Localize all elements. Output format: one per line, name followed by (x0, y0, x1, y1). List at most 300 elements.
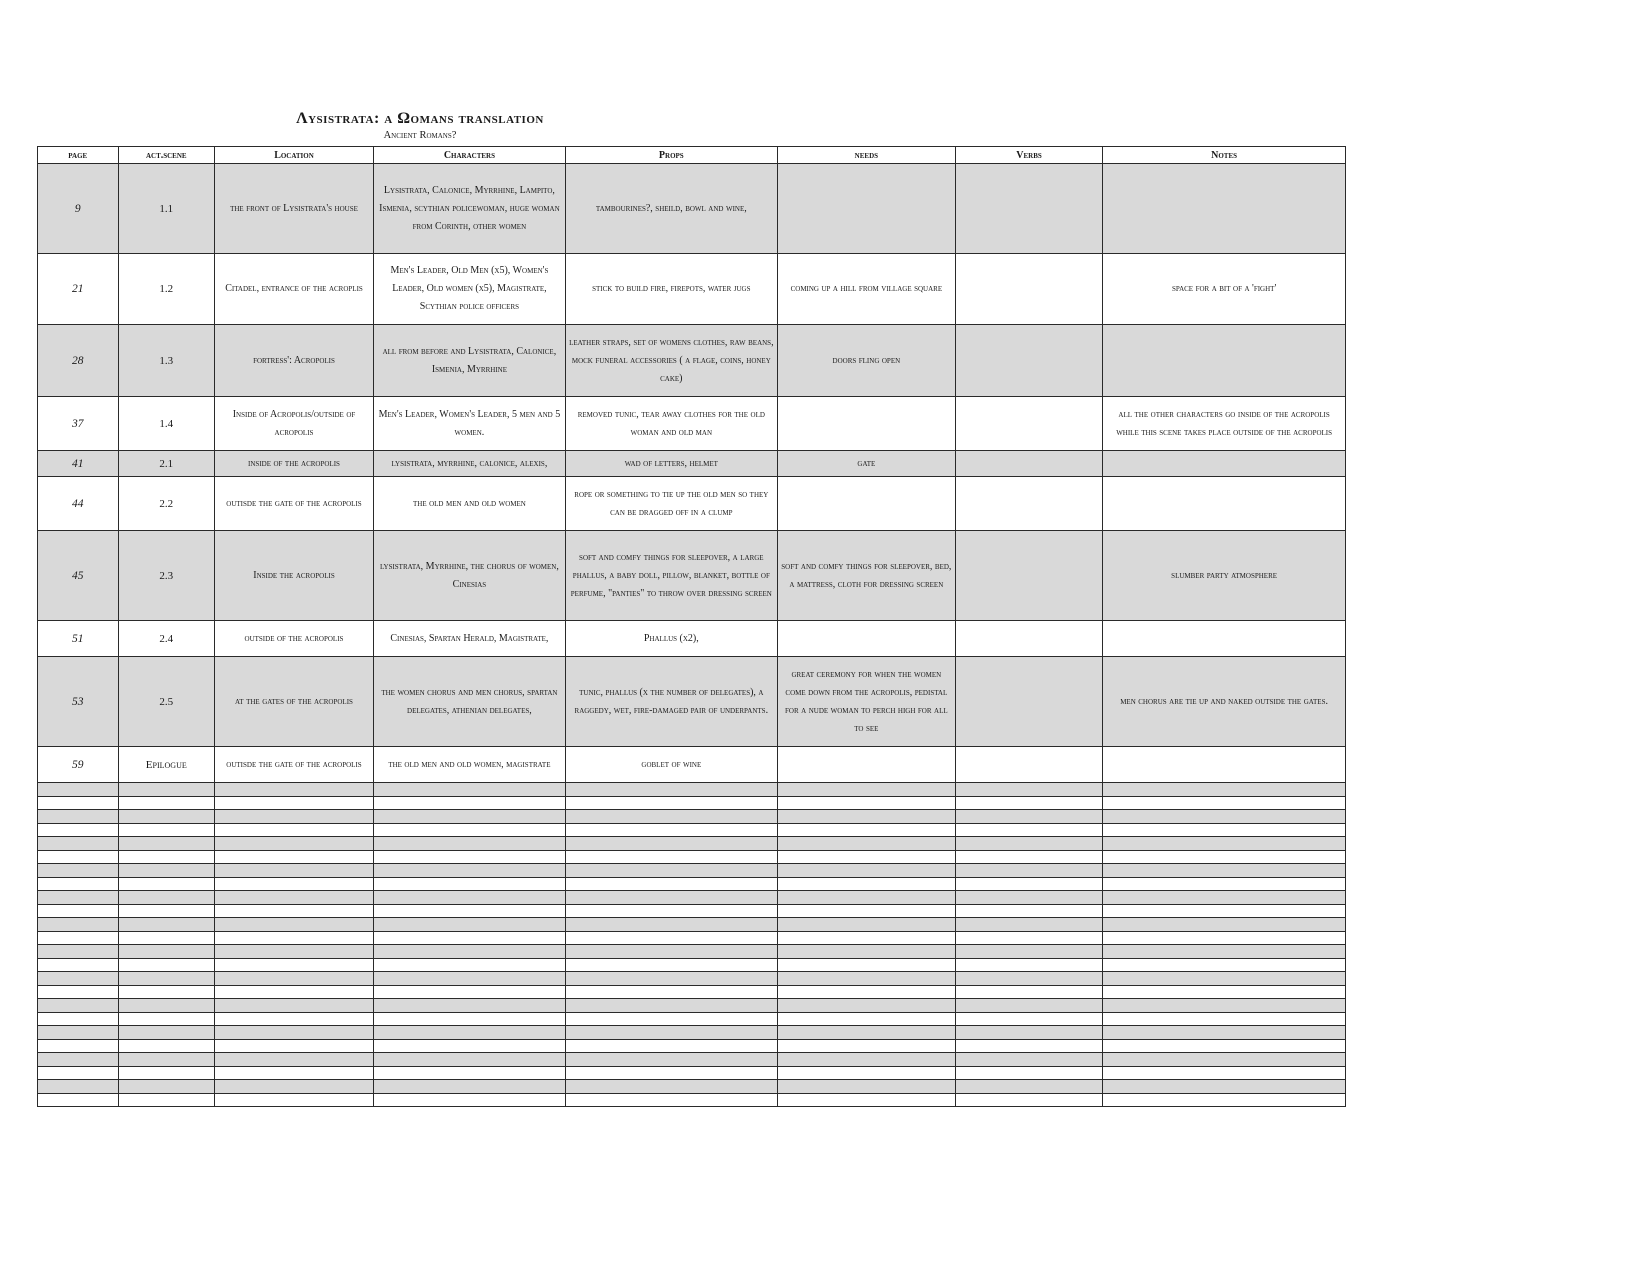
table-row (38, 164, 1346, 254)
table-body (38, 164, 1346, 1107)
cell-verbs (955, 397, 1102, 451)
empty-cell (1103, 931, 1346, 945)
cell-needs (777, 747, 955, 783)
empty-table-row (38, 945, 1346, 959)
cell-props: leather straps, set of womens clothes, raw beans, mock funeral accessories ( a flage, coins, honey cake) (565, 325, 777, 397)
cell-needs (777, 477, 955, 531)
empty-cell (1103, 999, 1346, 1013)
empty-cell (373, 904, 565, 918)
cell-characters: the old men and old women (373, 477, 565, 531)
empty-cell (565, 877, 777, 891)
empty-cell (565, 1093, 777, 1107)
empty-cell (118, 1066, 214, 1080)
empty-cell (215, 918, 374, 932)
cell-notes (1103, 325, 1346, 397)
empty-cell (565, 810, 777, 824)
cell-location: fortress': Acropolis (215, 325, 374, 397)
cell-notes: men chorus are tie up and naked outside the gates. (1103, 657, 1346, 747)
empty-cell (215, 850, 374, 864)
cell-needs: gate (777, 451, 955, 477)
cell-props: goblet of wine (565, 747, 777, 783)
empty-cell (777, 1026, 955, 1040)
empty-cell (1103, 972, 1346, 986)
empty-cell (955, 1080, 1102, 1094)
empty-cell (1103, 877, 1346, 891)
empty-cell (955, 783, 1102, 797)
empty-cell (565, 1026, 777, 1040)
cell-characters: the old men and old women, magistrate (373, 747, 565, 783)
empty-cell (38, 1026, 119, 1040)
column-header-needs: needs (777, 147, 955, 164)
cell-verbs (955, 621, 1102, 657)
empty-cell (777, 1012, 955, 1026)
empty-table-row (38, 823, 1346, 837)
empty-cell (215, 1012, 374, 1026)
column-header-verbs: Verbs (955, 147, 1102, 164)
empty-cell (373, 958, 565, 972)
empty-cell (565, 1080, 777, 1094)
empty-cell (215, 891, 374, 905)
empty-cell (955, 1012, 1102, 1026)
cell-page: 53 (38, 657, 119, 747)
column-header-page: page (38, 147, 119, 164)
empty-cell (118, 796, 214, 810)
cell-page: 59 (38, 747, 119, 783)
cell-needs (777, 164, 955, 254)
cell-characters: Men's Leader, Old Men (x5), Women's Leader, Old women (x5), Magistrate, Scythian police officers (373, 254, 565, 325)
empty-cell (565, 1066, 777, 1080)
empty-cell (777, 810, 955, 824)
empty-table-row (38, 999, 1346, 1013)
empty-cell (118, 1012, 214, 1026)
empty-table-row (38, 918, 1346, 932)
empty-cell (373, 999, 565, 1013)
empty-cell (1103, 1053, 1346, 1067)
cell-page: 41 (38, 451, 119, 477)
cell-verbs (955, 477, 1102, 531)
empty-cell (118, 1053, 214, 1067)
empty-cell (38, 837, 119, 851)
empty-cell (118, 1026, 214, 1040)
cell-characters: Lysistrata, Calonice, Myrrhine, Lampito, Ismenia, scythian policewoman, huge woman from Corinth, other women (373, 164, 565, 254)
empty-cell (118, 1093, 214, 1107)
cell-act-scene: 2.1 (118, 451, 214, 477)
empty-cell (1103, 1039, 1346, 1053)
empty-cell (373, 1012, 565, 1026)
cell-act-scene: 1.1 (118, 164, 214, 254)
empty-cell (565, 796, 777, 810)
table-row (38, 657, 1346, 747)
empty-cell (777, 931, 955, 945)
empty-table-row (38, 1039, 1346, 1053)
empty-cell (565, 1053, 777, 1067)
cell-page: 51 (38, 621, 119, 657)
column-header-notes: Notes (1103, 147, 1346, 164)
empty-cell (215, 796, 374, 810)
table-row (38, 477, 1346, 531)
table-row (38, 397, 1346, 451)
empty-cell (118, 891, 214, 905)
empty-cell (373, 850, 565, 864)
empty-cell (215, 1080, 374, 1094)
empty-cell (1103, 1066, 1346, 1080)
empty-cell (373, 783, 565, 797)
empty-cell (1103, 918, 1346, 932)
empty-cell (373, 796, 565, 810)
empty-cell (1103, 783, 1346, 797)
column-header-characters: Characters (373, 147, 565, 164)
empty-cell (118, 1039, 214, 1053)
empty-cell (215, 904, 374, 918)
empty-cell (373, 1053, 565, 1067)
cell-page: 28 (38, 325, 119, 397)
cell-notes (1103, 747, 1346, 783)
empty-cell (373, 864, 565, 878)
empty-cell (955, 850, 1102, 864)
scene-breakdown-table (37, 146, 1346, 1107)
empty-table-row (38, 972, 1346, 986)
empty-cell (38, 850, 119, 864)
empty-cell (955, 1053, 1102, 1067)
empty-table-row (38, 985, 1346, 999)
empty-cell (565, 837, 777, 851)
empty-cell (777, 796, 955, 810)
empty-cell (1103, 823, 1346, 837)
empty-cell (777, 1053, 955, 1067)
cell-notes (1103, 451, 1346, 477)
empty-cell (38, 931, 119, 945)
empty-cell (38, 999, 119, 1013)
cell-act-scene: 2.5 (118, 657, 214, 747)
cell-act-scene: 2.3 (118, 531, 214, 621)
empty-cell (565, 958, 777, 972)
empty-table-row (38, 958, 1346, 972)
empty-cell (565, 1012, 777, 1026)
cell-characters: lysistrata, Myrrhine, the chorus of women, Cinesias (373, 531, 565, 621)
empty-cell (955, 1039, 1102, 1053)
empty-table-row (38, 783, 1346, 797)
empty-cell (955, 999, 1102, 1013)
empty-cell (118, 837, 214, 851)
cell-act-scene: 1.4 (118, 397, 214, 451)
cell-verbs (955, 451, 1102, 477)
empty-cell (118, 783, 214, 797)
empty-table-row (38, 864, 1346, 878)
empty-cell (38, 877, 119, 891)
cell-location: the front of Lysistrata's house (215, 164, 374, 254)
empty-cell (955, 972, 1102, 986)
cell-location: inside of the acropolis (215, 451, 374, 477)
empty-cell (38, 945, 119, 959)
empty-cell (777, 904, 955, 918)
empty-cell (118, 958, 214, 972)
empty-cell (118, 918, 214, 932)
cell-notes (1103, 164, 1346, 254)
empty-cell (955, 945, 1102, 959)
empty-cell (955, 891, 1102, 905)
table-row (38, 531, 1346, 621)
cell-props: Phallus (x2), (565, 621, 777, 657)
cell-verbs (955, 747, 1102, 783)
empty-cell (777, 958, 955, 972)
cell-characters: lysistrata, myrrhine, calonice, alexis, (373, 451, 565, 477)
cell-act-scene: 2.4 (118, 621, 214, 657)
cell-needs (777, 397, 955, 451)
empty-cell (955, 796, 1102, 810)
empty-table-row (38, 1026, 1346, 1040)
empty-cell (38, 972, 119, 986)
empty-cell (565, 999, 777, 1013)
empty-cell (777, 1039, 955, 1053)
empty-cell (565, 1039, 777, 1053)
empty-table-row (38, 1093, 1346, 1107)
empty-table-row (38, 904, 1346, 918)
empty-cell (1103, 850, 1346, 864)
empty-cell (38, 904, 119, 918)
empty-cell (118, 904, 214, 918)
cell-needs: soft and comfy things for sleepover, bed, a mattress, cloth for dressing screen (777, 531, 955, 621)
empty-cell (1103, 1093, 1346, 1107)
empty-cell (1103, 958, 1346, 972)
empty-cell (955, 1066, 1102, 1080)
empty-table-row (38, 850, 1346, 864)
cell-props: soft and comfy things for sleepover, a large phallus, a baby doll, pillow, blanket, bottle of perfume, "panties" to throw over dressing screen (565, 531, 777, 621)
cell-location: outisde the gate of the acropolis (215, 747, 374, 783)
cell-location: at the gates of the acropolis (215, 657, 374, 747)
empty-cell (38, 918, 119, 932)
empty-cell (215, 823, 374, 837)
empty-cell (777, 1080, 955, 1094)
empty-cell (955, 985, 1102, 999)
cell-act-scene: 1.2 (118, 254, 214, 325)
empty-cell (118, 985, 214, 999)
cell-location: Inside the acropolis (215, 531, 374, 621)
empty-cell (373, 1066, 565, 1080)
empty-cell (955, 918, 1102, 932)
cell-needs: coming up a hill from village square (777, 254, 955, 325)
cell-location: Citadel, entrance of the acroplis (215, 254, 374, 325)
empty-cell (373, 918, 565, 932)
cell-needs: doors fling open (777, 325, 955, 397)
empty-cell (373, 1080, 565, 1094)
empty-cell (565, 972, 777, 986)
cell-characters: Men's Leader, Women's Leader, 5 men and 5 women. (373, 397, 565, 451)
empty-cell (373, 972, 565, 986)
empty-cell (1103, 945, 1346, 959)
empty-table-row (38, 1012, 1346, 1026)
empty-cell (118, 864, 214, 878)
empty-cell (215, 837, 374, 851)
cell-page: 37 (38, 397, 119, 451)
empty-cell (118, 1080, 214, 1094)
empty-cell (565, 891, 777, 905)
empty-cell (955, 904, 1102, 918)
empty-cell (1103, 1026, 1346, 1040)
cell-verbs (955, 657, 1102, 747)
cell-notes (1103, 621, 1346, 657)
empty-cell (1103, 864, 1346, 878)
empty-cell (38, 958, 119, 972)
empty-cell (215, 958, 374, 972)
empty-cell (373, 931, 565, 945)
cell-verbs (955, 254, 1102, 325)
empty-cell (38, 1053, 119, 1067)
empty-cell (777, 783, 955, 797)
cell-act-scene: Epilogue (118, 747, 214, 783)
empty-cell (565, 783, 777, 797)
empty-cell (215, 877, 374, 891)
empty-cell (565, 985, 777, 999)
empty-cell (1103, 1080, 1346, 1094)
empty-cell (565, 931, 777, 945)
empty-cell (955, 958, 1102, 972)
empty-cell (215, 1066, 374, 1080)
empty-table-row (38, 1053, 1346, 1067)
cell-characters: Cinesias, Spartan Herald, Magistrate, (373, 621, 565, 657)
empty-cell (373, 1026, 565, 1040)
table-row (38, 747, 1346, 783)
empty-cell (955, 864, 1102, 878)
empty-cell (38, 1039, 119, 1053)
empty-cell (215, 1093, 374, 1107)
empty-cell (565, 945, 777, 959)
empty-cell (777, 918, 955, 932)
empty-cell (565, 864, 777, 878)
empty-cell (118, 999, 214, 1013)
empty-cell (1103, 985, 1346, 999)
empty-cell (215, 1039, 374, 1053)
empty-table-row (38, 891, 1346, 905)
empty-cell (38, 985, 119, 999)
cell-verbs (955, 531, 1102, 621)
empty-cell (1103, 837, 1346, 851)
cell-location: Inside of Acropolis/outside of acropolis (215, 397, 374, 451)
empty-table-row (38, 810, 1346, 824)
empty-cell (955, 810, 1102, 824)
cell-location: outisde the gate of the acropolis (215, 477, 374, 531)
empty-cell (955, 931, 1102, 945)
empty-cell (38, 1066, 119, 1080)
empty-cell (38, 864, 119, 878)
empty-cell (38, 1080, 119, 1094)
cell-page: 9 (38, 164, 119, 254)
empty-cell (955, 877, 1102, 891)
empty-cell (215, 985, 374, 999)
empty-cell (373, 877, 565, 891)
empty-cell (118, 945, 214, 959)
empty-cell (215, 972, 374, 986)
table-row (38, 254, 1346, 325)
empty-cell (38, 810, 119, 824)
empty-cell (777, 999, 955, 1013)
cell-props: removed tunic, tear away clothes for the old woman and old man (565, 397, 777, 451)
column-header-act-scene: act.scene (118, 147, 214, 164)
cell-verbs (955, 325, 1102, 397)
empty-cell (1103, 810, 1346, 824)
empty-cell (777, 945, 955, 959)
cell-props: wad of letters, helmet (565, 451, 777, 477)
table-row (38, 621, 1346, 657)
empty-cell (955, 823, 1102, 837)
document-title: Λysistrata: a Ωomans translation (296, 110, 544, 127)
cell-characters: all from before and Lysistrata, Calonice, Ismenia, Myrrhine (373, 325, 565, 397)
empty-cell (38, 783, 119, 797)
empty-cell (777, 1093, 955, 1107)
empty-cell (373, 810, 565, 824)
empty-cell (777, 823, 955, 837)
empty-cell (118, 823, 214, 837)
empty-cell (215, 1053, 374, 1067)
empty-cell (215, 783, 374, 797)
cell-page: 45 (38, 531, 119, 621)
empty-cell (38, 1093, 119, 1107)
empty-cell (1103, 1012, 1346, 1026)
cell-page: 21 (38, 254, 119, 325)
empty-cell (373, 823, 565, 837)
empty-cell (565, 904, 777, 918)
cell-notes: all the other characters go inside of the acropolis while this scene takes place outside of the acropolis (1103, 397, 1346, 451)
cell-verbs (955, 164, 1102, 254)
cell-props: stick to build fire, firepots, water jugs (565, 254, 777, 325)
empty-cell (118, 972, 214, 986)
empty-cell (955, 837, 1102, 851)
empty-cell (215, 1026, 374, 1040)
empty-cell (777, 1066, 955, 1080)
empty-cell (777, 972, 955, 986)
cell-props: tambourines?, sheild, bowl and wine, (565, 164, 777, 254)
empty-table-row (38, 877, 1346, 891)
empty-cell (373, 891, 565, 905)
empty-cell (1103, 891, 1346, 905)
cell-notes: slumber party atmosphere (1103, 531, 1346, 621)
empty-cell (118, 877, 214, 891)
empty-cell (215, 999, 374, 1013)
empty-table-row (38, 796, 1346, 810)
empty-cell (38, 796, 119, 810)
column-header-location: Location (215, 147, 374, 164)
empty-cell (215, 810, 374, 824)
empty-cell (38, 1012, 119, 1026)
empty-cell (955, 1093, 1102, 1107)
empty-cell (777, 985, 955, 999)
empty-cell (373, 985, 565, 999)
cell-notes: space for a bit of a 'fight' (1103, 254, 1346, 325)
cell-page: 44 (38, 477, 119, 531)
empty-cell (777, 850, 955, 864)
empty-cell (373, 945, 565, 959)
empty-cell (38, 823, 119, 837)
cell-characters: the women chorus and men chorus, spartan delegates, athenian delegates, (373, 657, 565, 747)
header-row (38, 147, 1346, 164)
empty-cell (373, 1093, 565, 1107)
empty-cell (565, 918, 777, 932)
empty-cell (215, 864, 374, 878)
empty-cell (118, 850, 214, 864)
empty-cell (777, 877, 955, 891)
empty-table-row (38, 1066, 1346, 1080)
empty-cell (38, 891, 119, 905)
empty-cell (955, 1026, 1102, 1040)
empty-cell (118, 931, 214, 945)
empty-cell (1103, 796, 1346, 810)
empty-cell (565, 850, 777, 864)
empty-cell (565, 823, 777, 837)
cell-act-scene: 1.3 (118, 325, 214, 397)
cell-props: rope or something to tie up the old men so they can be dragged off in a clump (565, 477, 777, 531)
empty-cell (215, 931, 374, 945)
cell-needs (777, 621, 955, 657)
cell-act-scene: 2.2 (118, 477, 214, 531)
